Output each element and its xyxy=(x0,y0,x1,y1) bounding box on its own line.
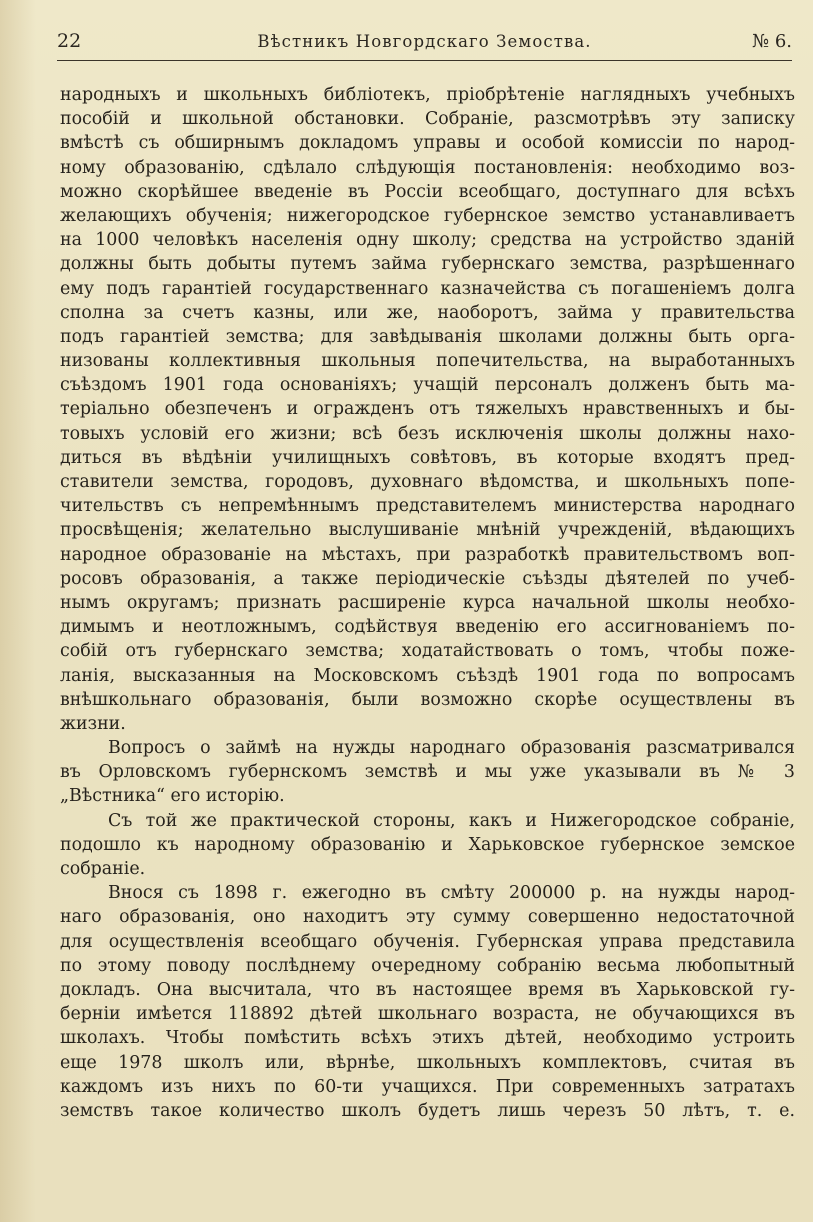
text-line: Вопросъ о займѣ на нужды народнаго образованія разсматривался xyxy=(108,738,795,759)
text-line: народное образованіе на мѣстахъ, при разработкѣ правительствомъ воп- xyxy=(60,544,795,565)
text-line: ставители земства, городовъ, духовнаго вѣдомства, и школьныхъ попе- xyxy=(60,472,795,492)
text-line: жизни. xyxy=(60,713,126,734)
text-line: Съ той же практической стороны, какъ и Нижегородское собраніе, xyxy=(108,810,795,831)
text-line: земствъ такое количество школъ будетъ лишь черезъ 50 лѣтъ, т. е. xyxy=(60,1100,795,1121)
text-line: желающихъ обученія; нижегородское губернское земство устанавливаетъ xyxy=(60,205,795,226)
text-line: чительствъ съ непремѣннымъ представителемъ министерства народнаго xyxy=(60,496,795,517)
text-line: подъ гарантіей земства; для завѣдыванія школами должны быть орга- xyxy=(60,326,795,347)
text-line: на 1000 человѣкъ населенія одну школу; средства на устройство зданій xyxy=(60,230,795,251)
text-line: теріально обезпеченъ и огражденъ отъ тяжелыхъ нравственныхъ и бы- xyxy=(60,399,795,420)
text-line: „Вѣстника“ его исторію. xyxy=(60,786,285,807)
text-line: вмѣстѣ съ обширнымъ докладомъ управы и особой комиссіи по народ- xyxy=(60,133,795,154)
text-line: нымъ округамъ; признать расширеніе курса начальной школы необхо- xyxy=(60,592,795,613)
text-line: въ Орловскомъ губернскомъ земствѣ и мы уже указывали въ № 3 xyxy=(60,762,795,783)
text-line: ному образованію, сдѣлало слѣдующія постановленія: необходимо воз- xyxy=(60,157,795,178)
text-line: внѣшкольнаго образованія, были возможно скорѣе осуществлены въ xyxy=(60,689,795,710)
text-line: пособій и школьной обстановки. Собраніе, разсмотрѣвъ эту записку xyxy=(60,109,795,130)
body-text xyxy=(60,83,795,1123)
text-line: должны быть добыты путемъ займа губернскаго земства, разрѣшеннаго xyxy=(60,254,795,275)
text-line: Внося съ 1898 г. ежегодно въ смѣту 200000 р. на нужды народ- xyxy=(108,883,795,904)
text-line: товыхъ условій его жизни; всѣ безъ исключенія школы должны нахо- xyxy=(60,423,795,444)
text-line: каждомъ изъ нихъ по 60-ти учащихся. При современныхъ затратахъ xyxy=(60,1076,795,1097)
text-line: низованы коллективныя школьныя попечительства, на выработанныхъ xyxy=(60,351,795,372)
text-line: еще 1978 школъ или, вѣрнѣе, школьныхъ комплектовъ, считая въ xyxy=(60,1052,795,1073)
text-line: берніи имѣется 118892 дѣтей школьнаго возраста, не обучающихся въ xyxy=(60,1004,795,1025)
journal-title: Вѣстникъ Новгордскаго Земоства. xyxy=(257,32,592,51)
running-header xyxy=(57,30,792,60)
text-line: для осуществленія всеобщаго обученія. Губернская управа представила xyxy=(60,931,795,952)
header-rule xyxy=(57,60,792,61)
text-line: подошло къ народному образованію и Харьковское губернское земское xyxy=(60,834,795,855)
text-line: по этому поводу послѣднему очередному собранію весьма любопытный xyxy=(60,955,795,976)
text-line: школахъ. Чтобы помѣстить всѣхъ этихъ дѣтей, необходимо устроить xyxy=(60,1028,795,1049)
text-line: росовъ образованія, а также періодическіе съѣзды дѣятелей по учеб- xyxy=(60,568,795,589)
text-line: собраніе. xyxy=(60,859,146,879)
text-line: съѣздомъ 1901 года основаніяхъ; учащій персоналъ долженъ быть ма- xyxy=(60,375,795,396)
text-line: ланія, высказанныя на Московскомъ съѣздѣ 1901 года по вопросамъ xyxy=(60,665,795,686)
text-line: докладъ. Она высчитала, что въ настоящее время въ Харьковской гу- xyxy=(60,979,795,1000)
text-line: сполна за счетъ казны, или же, наоборотъ, займа у правительства xyxy=(60,302,795,323)
text-line: ему подъ гарантіей государственнаго казначейства съ погашеніемъ долга xyxy=(60,278,795,299)
text-line: димымъ и неотложнымъ, содѣйствуя введенію его ассигнованіемъ по- xyxy=(60,617,795,638)
text-line: собій отъ губернскаго земства; ходатайствовать о томъ, чтобы поже- xyxy=(60,641,795,662)
issue-number: № 6. xyxy=(752,31,792,52)
text-line: просвѣщенія; желательно выслушиваніе мнѣній учрежденій, вѣдающихъ xyxy=(60,520,795,541)
page-number: 22 xyxy=(57,30,82,52)
text-line: можно скорѣйшее введеніе въ Россіи всеобщаго, доступнаго для всѣхъ xyxy=(60,181,795,202)
text-line: наго образованія, оно находитъ эту сумму совершенно недостаточной xyxy=(60,907,795,928)
text-line: диться въ вѣдѣніи училищныхъ совѣтовъ, въ которые входятъ пред- xyxy=(60,447,795,468)
text-line: народныхъ и школьныхъ библіотекъ, пріобрѣтеніе наглядныхъ учебныхъ xyxy=(60,85,795,105)
